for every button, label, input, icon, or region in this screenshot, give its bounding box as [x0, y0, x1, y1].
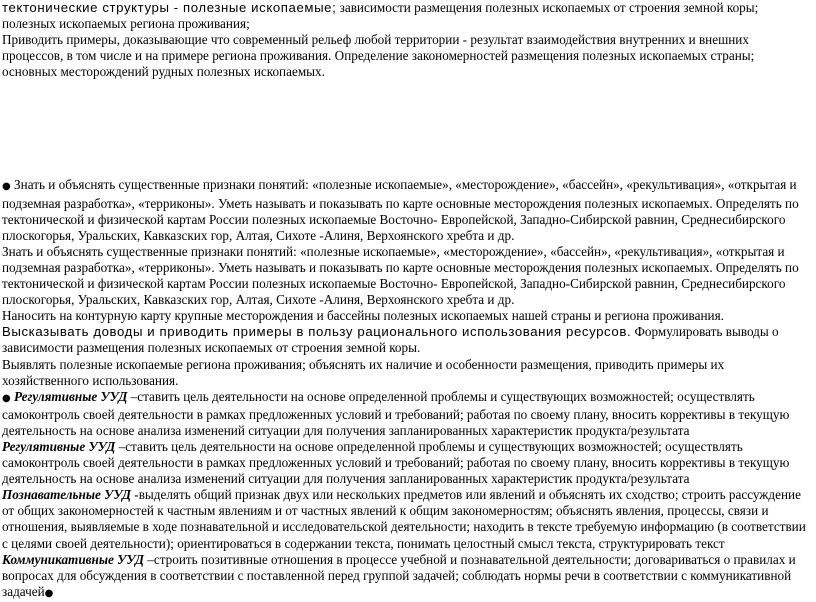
- paragraph-contour-map: Наносить на контурную карту крупные месторождения и бассейны полезных ископаемых нашей страны и региона проживания.: [2, 308, 724, 324]
- paragraph-regulatory-2: [2, 439, 812, 487]
- cognitive-title: Познавательные УУД: [2, 487, 131, 503]
- paragraph-arguments: [2, 324, 812, 356]
- paragraph-structures: [2, 0, 812, 32]
- arguments-rest: Формулировать выводы о зависимости размещения полезных ископаемых от строения земной коры.: [2, 324, 779, 356]
- paragraph-identify-resources: Выявлять полезные ископаемые региона проживания; объяснять их наличие и особенности размещения, приводить примеры их хозяйственного использования.: [2, 356, 725, 388]
- paragraph-cognitive: [2, 487, 812, 551]
- communicative-text: –строить позитивные отношения в процессе учебной и познавательной деятельности; договариваться о правилах и вопросах для обсуждения в соответствии с поставленной перед группой задачей; соблюдать нормы речи в соответствии с коммуникативной задачей: [2, 551, 796, 599]
- paragraph-relief-examples: Приводить примеры, доказывающие что современный рельеф любой территории - результат взаимодействия внутренних и внешних процессов, в том числе и на примере региона проживания. Определение закономерностей размещения полезных ископаемых страны; основных месторождений рудных полезных ископаемых.: [2, 32, 755, 80]
- regulatory-1-title: Регулятивные УУД: [14, 388, 128, 404]
- cognitive-text: -выделять общий признак двух или нескольких предметов или явлений и объяснять их сходство; строить рассуждение от общих закономерностей к частным явлениям и от частных явлений к общим закономерностям; объяснять явления, процессы, связи и отношения, выявляемые в ходе познавательной и исследовательской деятельности; находить в тексте требуемую информацию (в соответствии с целями своей деятельности); ориентироваться в содержании текста, понимать целостный смысл текста, структурировать текст: [2, 487, 806, 551]
- paragraph-regulatory-1: [2, 389, 812, 439]
- communicative-title: Коммуникативные УУД: [2, 551, 144, 567]
- bullet-icon: ●: [2, 181, 11, 193]
- regulatory-2-title: Регулятивные УУД: [2, 438, 116, 454]
- arguments-spaced: Высказывать доводы и приводить примеры в пользу рационального использования ресурсов.: [2, 324, 632, 340]
- spaced-prefix: тектонические структуры - полезные ископаемые;: [2, 0, 337, 15]
- paragraph-structures-rest: зависимости размещения полезных ископаемых от строения земной коры; полезных ископаемых региона проживания;: [2, 0, 759, 32]
- regulatory-1-text: –ставить цель деятельности на основе определенной проблемы и существующих возможностей; осуществлять самоконтроль своей деятельности в рамках предложенных условий и требований; работая по своему плану, вносить коррективы в текущую деятельность на основе анализа изменений ситуации для получения запланированных характеристик продукта/результата: [2, 388, 790, 438]
- paragraph-knowledge-1-text: Знать и объяснять существенные признаки понятий: «полезные ископаемые», «месторождение», «бассейн», «рекультивация», «открытая и подземная разработка», «терриконы». Уметь называть и показывать по карте основные месторождения полезных ископаемых. Определять по тектонической и физической картам России полезных ископаемые Восточно- Европейской, Западно-Сибирской равнин, Среднесибирского плоскогорья, Уральских, Кавказских гор, Алтая, Сихоте -Алиня, Верхоянского хребта и др.: [2, 177, 799, 243]
- paragraph-communicative: [2, 552, 812, 602]
- regulatory-2-text: –ставить цель деятельности на основе определенной проблемы и существующих возможностей; осуществлять самоконтроль своей деятельности в рамках предложенных условий и требований; работая по своему плану, вносить коррективы в текущую деятельность на основе анализа изменений ситуации для получения запланированных характеристик продукта/результата: [2, 438, 790, 487]
- paragraph-knowledge-2: Знать и объяснять существенные признаки понятий: «полезные ископаемые», «месторождение», «бассейн», «рекультивация», «открытая и подземная разработка», «терриконы». Уметь называть и показывать по карте основные месторождения полезных ископаемых. Определять по тектонической и физической картам России полезных ископаемые Восточно- Европейской, Западно-Сибирской равнин, Среднесибирского плоскогорья, Уральских, Кавказских гор, Алтая, Сихоте -Алиня, Верхоянского хребта и др.: [2, 243, 799, 308]
- bullet-icon: ●: [2, 392, 11, 404]
- blank-gap: [2, 80, 812, 177]
- bullet-icon: ●: [44, 587, 54, 599]
- paragraph-knowledge-1: [2, 177, 812, 243]
